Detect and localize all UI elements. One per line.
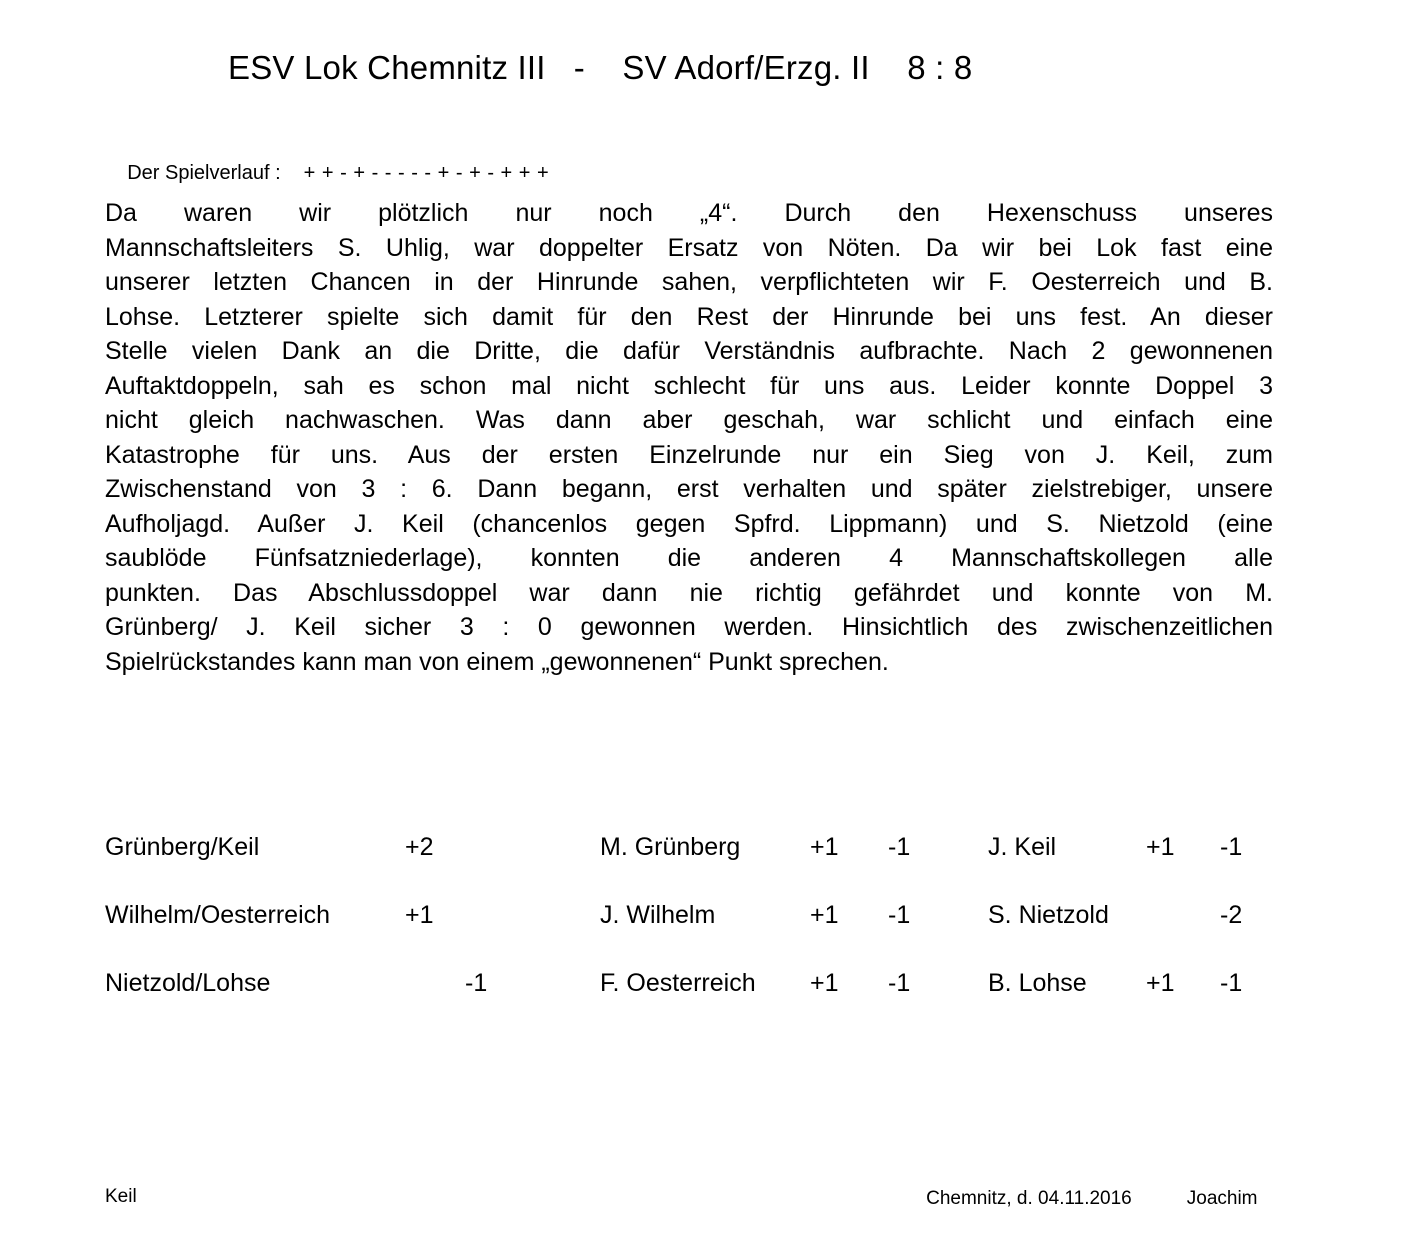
doubles-plus-score: +1 — [405, 901, 434, 929]
footer-author: Joachim — [1186, 1188, 1258, 1209]
doubles-minus-score: -1 — [465, 969, 488, 997]
player-name: F. Oesterreich — [600, 969, 756, 997]
player-plus-score: +1 — [1146, 833, 1175, 861]
player-minus-score: -2 — [1220, 901, 1243, 929]
results-table — [105, 835, 1285, 996]
player-plus-score: +1 — [1146, 969, 1175, 997]
report-line: Aufholjagd. Außer J. Keil (chancenlos gegen Spfrd. Lippmann) und S. Nietzold (eine — [105, 509, 1273, 538]
report-line: Auftaktdoppeln, sah es schon mal nicht schlecht für uns aus. Leider konnte Doppel 3 — [105, 371, 1273, 400]
player-minus-score: -1 — [888, 833, 911, 861]
player-plus-score: +1 — [810, 833, 839, 861]
doubles-minus-score — [465, 835, 600, 860]
report-line: Katastrophe für uns. Aus der ersten Einzelrunde nur ein Sieg von J. Keil, zum — [105, 440, 1273, 469]
player-name: J. Wilhelm — [600, 901, 716, 929]
player-name: M. Grünberg — [600, 833, 741, 861]
doubles-name: Nietzold/Lohse — [105, 969, 271, 997]
player-name: S. Nietzold — [988, 901, 1109, 929]
report-line: saublöde Fünfsatzniederlage), konnten die anderen 4 Mannschaftskollegen alle — [105, 544, 1273, 572]
signature-name: Keil — [105, 1186, 137, 1207]
match-title: ESV Lok Chemnitz III - SV Adorf/Erzg. II 8 : 8 — [228, 49, 973, 86]
report-line: Da waren wir plötzlich nur noch „4“. Durch den Hexenschuss unseres — [105, 199, 1273, 227]
report-line: unserer letzten Chancen in der Hinrunde sahen, verpflichteten wir F. Oesterreich und B. — [105, 268, 1273, 296]
doubles-minus-score — [465, 903, 600, 928]
report-line: Zwischenstand von 3 : 6. Dann begann, erst verhalten und später zielstrebiger, unsere — [105, 475, 1273, 503]
doubles-name: Grünberg/Keil — [105, 833, 260, 861]
report-line: nicht gleich nachwaschen. Was dann aber geschah, war schlicht und einfach eine — [105, 406, 1273, 434]
player-minus-score: -1 — [1220, 969, 1243, 997]
player-name: B. Lohse — [988, 969, 1087, 997]
doubles-name: Wilhelm/Oesterreich — [105, 901, 331, 929]
doubles-plus-score — [405, 971, 465, 996]
match-report-text — [105, 196, 1273, 679]
report-line: punkten. Das Abschlussdoppel war dann nie richtig gefährdet und konnte von M. — [105, 578, 1273, 607]
player-minus-score: -1 — [1220, 833, 1243, 861]
player-minus-score: -1 — [888, 901, 911, 929]
report-line: Stelle vielen Dank an die Dritte, die dafür Verständnis aufbrachte. Nach 2 gewonnenen — [105, 337, 1273, 365]
footer-place-date: Chemnitz, d. 04.11.2016 — [926, 1188, 1132, 1209]
doubles-plus-score: +2 — [405, 833, 434, 861]
spielverlauf-sequence: + + - + - - - - - + - + - + + + — [303, 162, 550, 184]
report-line: Grünberg/ J. Keil sicher 3 : 0 gewonnen werden. Hinsichtlich des zwischenzeitlichen — [105, 613, 1273, 641]
player-plus-score: +1 — [810, 969, 839, 997]
footer-place-date-line — [905, 1163, 1258, 1235]
report-line: Mannschaftsleiters S. Uhlig, war doppelter Ersatz von Nöten. Da wir bei Lok fast eine — [105, 233, 1273, 262]
player-name: J. Keil — [988, 833, 1057, 861]
report-line: Lohse. Letzterer spielte sich damit für den Rest der Hinrunde bei uns fest. An dieser — [105, 302, 1273, 331]
player-plus-score: +1 — [810, 901, 839, 929]
report-line: Spielrückstandes kann man von einem „gewonnenen“ Punkt sprechen. — [105, 647, 889, 676]
player-minus-score: -1 — [888, 969, 911, 997]
spielverlauf-label: Der Spielverlauf : — [127, 162, 281, 184]
player-plus-score — [1146, 903, 1220, 928]
